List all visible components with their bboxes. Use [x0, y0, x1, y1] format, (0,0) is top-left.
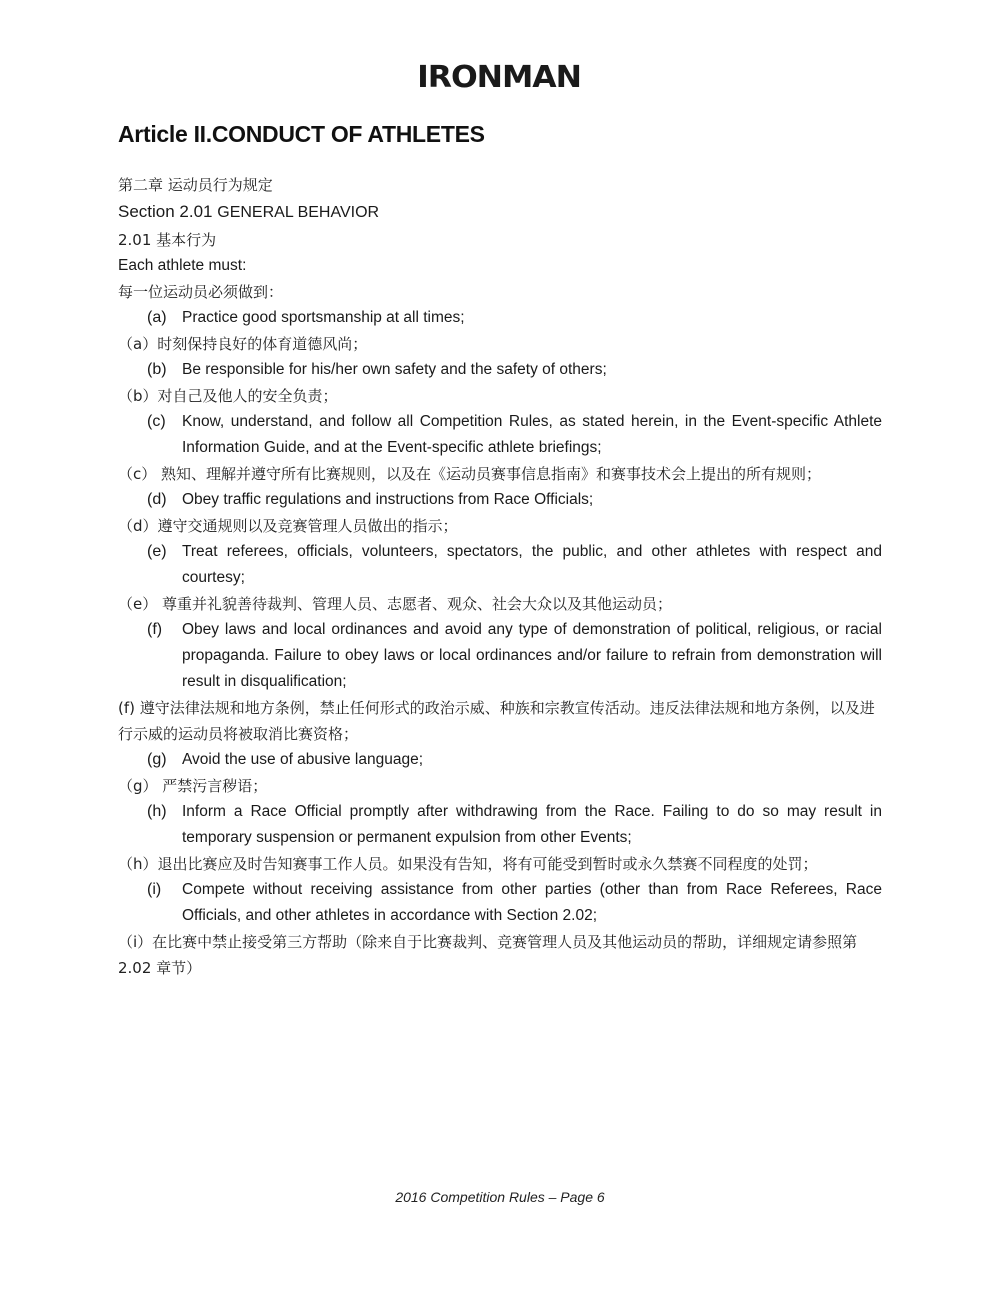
rule-marker: (a) [147, 309, 167, 326]
rule-text-zh: （b）对自己及他人的安全负责； [118, 387, 338, 405]
rule-text: Obey traffic regulations and instructions from Race Officials; [182, 491, 594, 508]
rule-item [118, 877, 882, 929]
rule-text: Treat referees, officials, volunteers, spectators, the public, and other athletes with respect and courtesy; [182, 543, 882, 586]
chapter-title-zh: 第二章 运动员行为规定 [118, 176, 273, 194]
rule-marker: (e) [147, 543, 167, 560]
rule-marker: (g) [147, 751, 167, 768]
section-label: Section 2.01 [118, 202, 213, 221]
rule-text-zh: (f) 遵守法律法规和地方条例，禁止任何形式的政治示威、种族和宗教宣传活动。违反法律法规和地方条例，以及进行示威的运动员将被取消比赛资格； [118, 699, 875, 743]
section-heading-zh: 2.01 基本行为 [118, 231, 217, 249]
document-body [118, 118, 882, 981]
rule-text-zh: （c） 熟知、理解并遵守所有比赛规则，以及在《运动员赛事信息指南》和赛事技术会上提出的所有规则； [118, 465, 822, 483]
rule-text: Practice good sportsmanship at all times; [182, 309, 465, 326]
rule-text-zh: （i）在比赛中禁止接受第三方帮助（除来自于比赛裁判、竞赛管理人员及其他运动员的帮助，详细规定请参照第 2.02 章节） [118, 933, 858, 977]
rule-marker: (b) [147, 361, 167, 378]
rule-item [118, 539, 882, 591]
rule-marker: (f) [147, 621, 163, 638]
rule-item [118, 617, 882, 695]
rule-text-zh: （e） 尊重并礼貌善待裁判、管理人员、志愿者、观众、社会大众以及其他运动员； [118, 595, 673, 613]
intro-text-zh: 每一位运动员必须做到： [118, 283, 284, 301]
rule-text: Avoid the use of abusive language; [182, 751, 424, 768]
rule-text: Know, understand, and follow all Competition Rules, as stated herein, in the Event-specific Athlete Information Guide, and at the Event-specific athlete briefings; [182, 413, 882, 456]
intro-text: Each athlete must: [118, 257, 247, 274]
article-title: Article II.CONDUCT OF ATHLETES [118, 121, 485, 147]
section-heading [118, 198, 882, 227]
rule-marker: (c) [147, 413, 166, 430]
rule-text-zh: （h）退出比赛应及时告知赛事工作人员。如果没有告知，将有可能受到暂时或永久禁赛不同程度的处罚； [118, 855, 818, 873]
logo-wordmark: IRONMAN [417, 60, 581, 95]
rule-item [118, 357, 882, 383]
rule-marker: (d) [147, 491, 167, 508]
rule-list [118, 305, 882, 981]
rule-item [118, 487, 882, 513]
rule-text: Inform a Race Official promptly after withdrawing from the Race. Failing to do so may result in temporary suspension or permanent expulsion from other Events; [182, 803, 882, 846]
rule-marker: (h) [147, 803, 167, 820]
section-title: GENERAL BEHAVIOR [217, 204, 380, 221]
rule-text: Obey laws and local ordinances and avoid any type of demonstration of political, religious, or racial propaganda. Failure to obey laws or local ordinances and/or failure to refrain from demonstration will result in disqualification; [182, 621, 882, 690]
rule-text: Compete without receiving assistance from other parties (other than from Race Referees, Race Officials, and other athletes in accordance with Section 2.02; [182, 881, 882, 924]
rule-text-zh: （g） 严禁污言秽语； [118, 777, 268, 795]
rule-item [118, 305, 882, 331]
rule-item [118, 799, 882, 851]
ironman-logo [409, 46, 589, 96]
rule-text-zh: （d）遵守交通规则以及竞赛管理人员做出的指示； [118, 517, 458, 535]
rule-text-zh: （a）时刻保持良好的体育道德风尚； [118, 335, 368, 353]
rule-marker: (i) [147, 881, 162, 898]
rule-item [118, 747, 882, 773]
rule-text: Be responsible for his/her own safety and the safety of others; [182, 361, 607, 378]
rule-item [118, 409, 882, 461]
page-footer: 2016 Competition Rules – Page 6 [395, 1189, 605, 1205]
